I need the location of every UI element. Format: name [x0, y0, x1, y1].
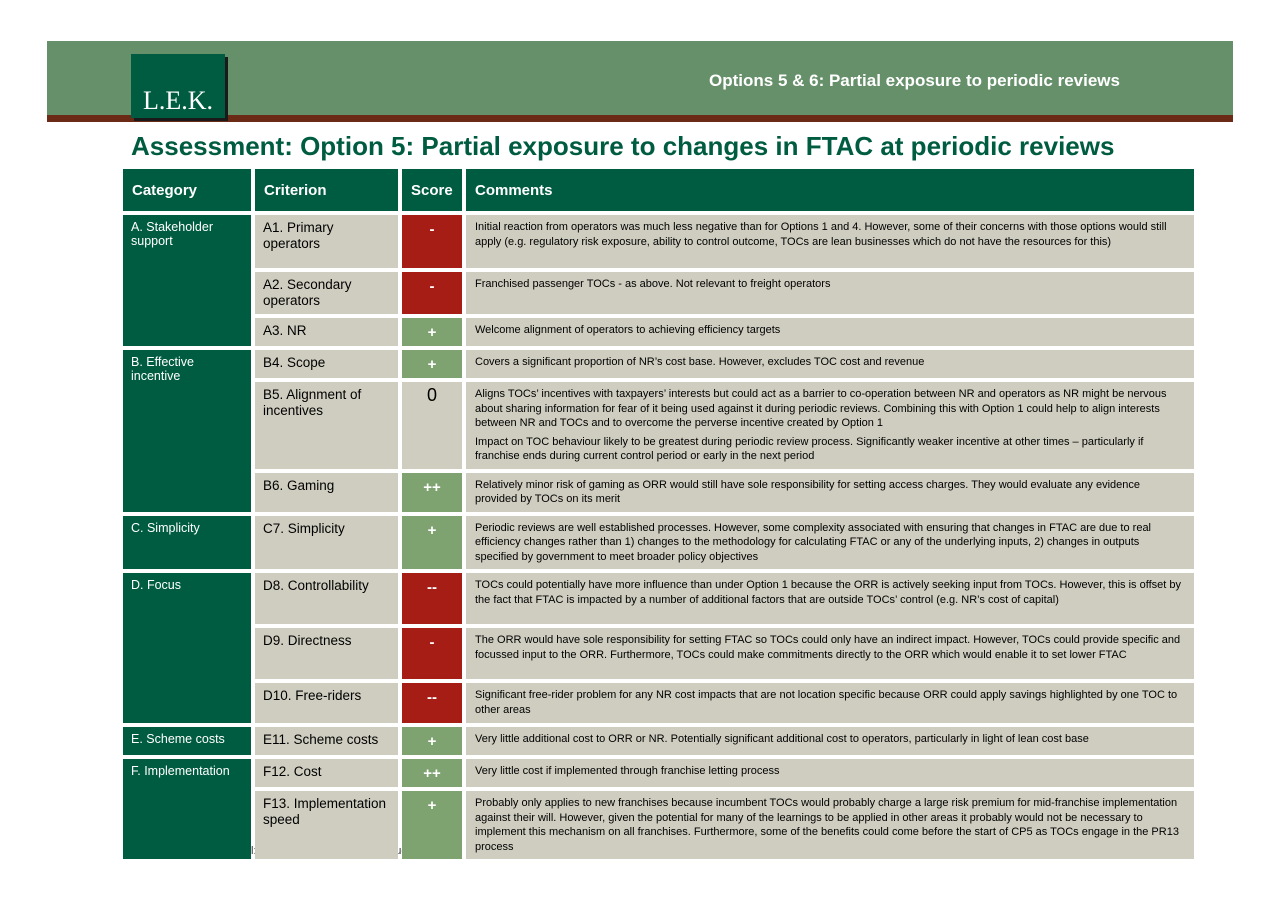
table-row: [123, 215, 1194, 268]
criterion-cell: E11. Scheme costs: [255, 727, 398, 755]
criterion-cell: B4. Scope: [255, 350, 398, 378]
table-row: [123, 318, 1194, 346]
comment-cell: [466, 573, 1194, 624]
score-cell: +: [402, 791, 462, 859]
table-row: [123, 628, 1194, 679]
comment-text: Very little additional cost to ORR or NR. Potentially significant additional cost to operators, particularly in light of lean cost base: [475, 733, 1089, 745]
score-cell: +: [402, 727, 462, 755]
comment-cell: [466, 473, 1194, 512]
header-criterion: Criterion: [255, 169, 398, 211]
score-cell: 0: [402, 382, 462, 469]
page-title: Assessment: Option 5: Partial exposure to changes in FTAC at periodic reviews: [131, 131, 1115, 161]
category-cell: E. Scheme costs: [123, 727, 251, 755]
table-row: [123, 573, 1194, 624]
score-cell: ++: [402, 473, 462, 512]
score-cell: +: [402, 350, 462, 378]
comment-text: Significant free-rider problem for any NR cost impacts that are not location specific because ORR could apply savings highlighted by one TOC to other areas: [475, 689, 1178, 716]
score-cell: -: [402, 628, 462, 679]
criterion-cell: F12. Cost: [255, 759, 398, 787]
comment-text: Initial reaction from operators was much less negative than for Options 1 and 4. However, some of their concerns with those options would still apply (e.g. regulatory risk exposure, ability to control outcome, TOCs are lean businesses which do not have the resources for this): [475, 221, 1167, 248]
comment-text: Periodic reviews are well established processes. However, some complexity associated with ensuring that changes in FTAC are due to real efficiency changes rather than 1) changes to the methodology for calculating FTAC or any of the underlying inputs, 2) changes in outputs specified by government to meet broader policy objectives: [475, 521, 1152, 563]
table-row: [123, 727, 1194, 755]
score-cell: --: [402, 683, 462, 723]
comment-text: Very little cost if implemented through franchise letting process: [475, 765, 780, 777]
comment-cell: [466, 382, 1194, 469]
comment-text: The ORR would have sole responsibility for setting FTAC so TOCs could only have an indirect impact. However, TOCs could provide specific and focussed input to the ORR. Furthermore, TOCs could make commitments directly to the ORR which would enable it to set lower FTAC: [475, 634, 1181, 661]
criterion-cell: F13. Implementation speed: [255, 791, 398, 859]
comment-cell: [466, 318, 1194, 346]
comment-cell: [466, 759, 1194, 787]
score-cell: -: [402, 215, 462, 268]
criterion-cell: B5. Alignment of incentives: [255, 382, 398, 469]
table-row: [123, 473, 1194, 512]
criterion-cell: A1. Primary operators: [255, 215, 398, 268]
criterion-cell: A3. NR: [255, 318, 398, 346]
criterion-cell: D10. Free-riders: [255, 683, 398, 723]
comment-text: Franchised passenger TOCs - as above. Not relevant to freight operators: [475, 278, 831, 290]
lek-logo: [131, 54, 225, 118]
comment-cell: [466, 791, 1194, 859]
criterion-cell: D8. Controllability: [255, 573, 398, 624]
table-row: [123, 516, 1194, 570]
table-row: [123, 683, 1194, 723]
comment-cell: [466, 683, 1194, 723]
criterion-cell: A2. Secondary operators: [255, 272, 398, 314]
assessment-table: [119, 165, 1198, 863]
logo-text: L.E.K.: [142, 86, 214, 115]
category-cell: F. Implementation: [123, 759, 251, 859]
comment-text: Aligns TOCs’ incentives with taxpayers’ interests but could act as a barrier to co-operation between NR and operators as NR might be nervous about sharing information for fear of it being used against it during periodic reviews. Combining this with Option 1 could help to align interests between NR and TOCs and to overcome the perverse incentive created by Option 1: [475, 388, 1167, 429]
score-cell: -: [402, 272, 462, 314]
header-score: Score: [402, 169, 462, 211]
score-cell: ++: [402, 759, 462, 787]
comment-cell: [466, 350, 1194, 378]
comment-text: TOCs could potentially have more influence than under Option 1 because the ORR is actively seeking input from TOCs. However, this is offset by the fact that FTAC is impacted by a number of additional factors that are outside TOCs’ control (e.g. NR’s cost of capital): [475, 579, 1181, 606]
table-row: [123, 382, 1194, 469]
header-title: Options 5 & 6: Partial exposure to periodic reviews: [709, 71, 1120, 90]
comment-cell: [466, 516, 1194, 570]
table-row: [123, 350, 1194, 378]
header-comments: Comments: [466, 169, 1194, 211]
comment-cell: [466, 727, 1194, 755]
comment-cell: [466, 272, 1194, 314]
comment-cell: [466, 215, 1194, 268]
comment-text: Covers a significant proportion of NR’s cost base. However, excludes TOC cost and revenue: [475, 356, 925, 368]
score-cell: --: [402, 573, 462, 624]
comment-text: Impact on TOC behaviour likely to be greatest during periodic review process. Significantly weaker incentive at other times – particularly if franchise ends during current control period or early in the next period: [475, 435, 1144, 462]
comment-text: Probably only applies to new franchises because incumbent TOCs would probably charge a large risk premium for mid-franchise implementation against their will. However, given the potential for many of the learnings to be applied in other areas it probably would not be necessary to implement this mechanism on all franchises. Furthermore, some of the benefits could come before the start of CP5 as TOCs engage in the PR13 process: [475, 797, 1179, 853]
table-row: [123, 272, 1194, 314]
comment-text: Welcome alignment of operators to achieving efficiency targets: [475, 324, 781, 336]
score-cell: +: [402, 318, 462, 346]
category-cell: C. Simplicity: [123, 516, 251, 570]
table-row: [123, 759, 1194, 787]
comment-cell: [466, 628, 1194, 679]
category-cell: B. Effective incentive: [123, 350, 251, 512]
score-cell: +: [402, 516, 462, 570]
category-cell: D. Focus: [123, 573, 251, 723]
header-category: Category: [123, 169, 251, 211]
table-row: [123, 791, 1194, 859]
criterion-cell: C7. Simplicity: [255, 516, 398, 570]
comment-text: Relatively minor risk of gaming as ORR would still have sole responsibility for setting access charges. They would evaluate any evidence provided by TOCs on its merit: [475, 478, 1141, 505]
category-cell: A. Stakeholder support: [123, 215, 251, 346]
criterion-cell: B6. Gaming: [255, 473, 398, 512]
criterion-cell: D9. Directness: [255, 628, 398, 679]
table-header-row: [123, 169, 1194, 211]
